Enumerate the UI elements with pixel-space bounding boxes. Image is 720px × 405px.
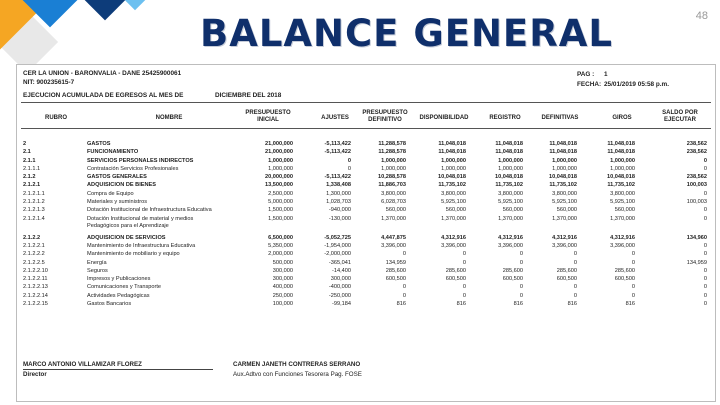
cell-nombre: Mantenimiento de Infraestructura Educativa xyxy=(87,242,196,249)
cell-definitivas: 560,000 xyxy=(556,207,577,214)
cell-definitivas: 816 xyxy=(567,301,577,308)
cell-registro: 0 xyxy=(519,284,523,291)
cell-ajustes: -130,000 xyxy=(328,215,351,222)
cell-giros: 0 xyxy=(631,251,635,258)
cell-registro: 1,000,000 xyxy=(498,157,523,164)
col-presupuesto-inicial: PRESUPUESTO INICIAL xyxy=(245,110,291,123)
cell-disponibilidad: 5,925,100 xyxy=(441,199,466,206)
cell-nombre: Actividades Pedagógicas xyxy=(87,292,150,299)
cell-definitivas: 0 xyxy=(573,292,577,299)
table-row xyxy=(17,293,715,301)
cell-definitivas: 11,048,018 xyxy=(549,141,577,147)
cell-disponibilidad: 11,048,018 xyxy=(438,141,466,147)
cell-definitivas: 285,600 xyxy=(556,267,577,274)
cell-nombre: FUNCIONAMIENTO xyxy=(87,149,139,156)
col-presupuesto-definitivo: PRESUPUESTO DEFINITIVO xyxy=(362,110,408,123)
cell-registro: 11,048,018 xyxy=(495,149,523,156)
cell-disponibilidad: 1,000,000 xyxy=(441,157,466,164)
cell-registro: 4,312,916 xyxy=(498,234,523,241)
slide-title: BALANCE GENERAL xyxy=(200,12,613,55)
cell-nombre: Contratación Servicios Profesionales xyxy=(87,165,179,172)
cell-presupuesto-inicial: 1,000,000 xyxy=(268,165,293,172)
cell-presupuesto-inicial: 400,000 xyxy=(272,284,293,291)
cell-giros: 1,370,000 xyxy=(610,215,635,222)
cell-definitivas: 600,500 xyxy=(556,276,577,283)
cell-saldo: 0 xyxy=(703,207,707,214)
cell-presupuesto-inicial: 250,000 xyxy=(272,292,293,299)
cell-presupuesto-definitivo: 560,000 xyxy=(385,207,406,214)
cell-presupuesto-inicial: 1,500,000 xyxy=(268,207,293,214)
cell-rubro: 2.1.2.2 xyxy=(23,234,41,241)
signature-treasurer-name: CARMEN JANETH CONTRERAS SERRANO xyxy=(233,361,361,368)
cell-saldo: 238,562 xyxy=(686,141,707,147)
cell-ajustes: -940,000 xyxy=(328,207,351,214)
cell-ajustes: 0 xyxy=(347,157,351,164)
cell-rubro: 2.1.2 xyxy=(23,174,36,181)
cell-presupuesto-definitivo: 3,800,000 xyxy=(381,190,406,197)
cell-disponibilidad: 0 xyxy=(462,292,466,299)
signature-treasurer-role: Aux.Adtvo con Funciones Tesorera Pag. FOSE xyxy=(233,371,362,378)
cell-presupuesto-definitivo: 0 xyxy=(402,251,406,258)
report-title: EJECUCION ACUMULADA DE EGRESOS AL MES DE xyxy=(23,92,184,99)
cell-saldo: 100,003 xyxy=(686,199,707,206)
cell-ajustes: -5,113,422 xyxy=(324,141,351,147)
cell-presupuesto-definitivo: 1,000,000 xyxy=(381,157,406,164)
col-ajustes: AJUSTES xyxy=(321,115,349,121)
cell-giros: 600,500 xyxy=(614,276,635,283)
cell-registro: 0 xyxy=(519,292,523,299)
cell-disponibilidad: 1,000,000 xyxy=(441,165,466,172)
cell-giros: 1,000,000 xyxy=(610,157,635,164)
cell-presupuesto-definitivo: 11,886,703 xyxy=(378,182,406,189)
col-rubro: RUBRO xyxy=(45,115,67,121)
cell-giros: 3,396,000 xyxy=(610,242,635,249)
cell-registro: 0 xyxy=(519,251,523,258)
cell-ajustes: 1,338,408 xyxy=(326,182,351,189)
cell-saldo: 0 xyxy=(703,242,707,249)
cell-disponibilidad: 285,600 xyxy=(445,267,466,274)
table-row xyxy=(17,182,715,190)
cell-presupuesto-definitivo: 1,000,000 xyxy=(381,165,406,172)
cell-definitivas: 5,925,100 xyxy=(552,199,577,206)
cell-registro: 560,000 xyxy=(502,207,523,214)
cell-presupuesto-inicial: 21,000,000 xyxy=(265,141,293,147)
cell-ajustes: -400,000 xyxy=(328,284,351,291)
cell-rubro: 2 xyxy=(23,141,27,147)
budget-table xyxy=(17,141,715,309)
table-row xyxy=(17,191,715,199)
cell-disponibilidad: 11,048,018 xyxy=(438,149,466,156)
header-rule-bottom xyxy=(21,128,711,129)
cell-registro: 11,735,102 xyxy=(495,182,523,189)
cell-registro: 285,600 xyxy=(502,267,523,274)
cell-definitivas: 1,000,000 xyxy=(552,165,577,172)
cell-nombre: SERVICIOS PERSONALES INDIRECTOS xyxy=(87,157,194,164)
cell-rubro: 2.1.1 xyxy=(23,157,36,164)
cell-ajustes: -5,052,725 xyxy=(324,234,351,241)
cell-disponibilidad: 10,048,018 xyxy=(438,174,466,181)
cell-nombre: GASTOS xyxy=(87,141,111,147)
cell-presupuesto-definitivo: 6,028,703 xyxy=(381,199,406,206)
cell-presupuesto-inicial: 2,000,000 xyxy=(268,251,293,258)
cell-presupuesto-inicial: 500,000 xyxy=(272,259,293,266)
cell-registro: 10,048,018 xyxy=(495,174,523,181)
cell-disponibilidad: 600,500 xyxy=(445,276,466,283)
cell-giros: 560,000 xyxy=(614,207,635,214)
cell-nombre: Dotación Institucional de Infraestructura Educativa xyxy=(87,207,212,214)
table-row xyxy=(17,284,715,292)
cell-registro: 816 xyxy=(513,301,523,308)
page-label: PAG : xyxy=(577,71,595,78)
cell-rubro: 2.1.2.2.14 xyxy=(23,292,48,299)
cell-ajustes: -5,113,422 xyxy=(324,174,351,181)
cell-nombre: ADQUISICION DE BIENES xyxy=(87,182,156,189)
cell-giros: 3,800,000 xyxy=(610,190,635,197)
cell-presupuesto-definitivo: 0 xyxy=(402,284,406,291)
cell-saldo: 134,960 xyxy=(686,234,707,241)
cell-definitivas: 3,800,000 xyxy=(552,190,577,197)
col-registro: REGISTRO xyxy=(489,115,521,121)
cell-disponibilidad: 4,312,916 xyxy=(441,234,466,241)
cell-presupuesto-inicial: 21,000,000 xyxy=(265,149,293,156)
cell-definitivas: 0 xyxy=(573,259,577,266)
slide-page-number: 48 xyxy=(695,10,708,22)
cell-ajustes: 1,300,000 xyxy=(326,190,351,197)
cell-nombre: Dotación Institucional de material y medios xyxy=(87,215,194,222)
cell-presupuesto-inicial: 5,350,000 xyxy=(268,242,293,249)
table-row xyxy=(17,276,715,284)
cell-saldo: 0 xyxy=(703,292,707,299)
cell-giros: 4,312,916 xyxy=(610,234,635,241)
cell-saldo: 0 xyxy=(703,301,707,308)
cell-nombre: Seguros xyxy=(87,267,108,274)
cell-disponibilidad: 1,370,000 xyxy=(441,215,466,222)
cell-registro: 1,000,000 xyxy=(498,165,523,172)
signature-director-role: Director xyxy=(23,371,47,378)
cell-disponibilidad: 3,800,000 xyxy=(441,190,466,197)
cell-disponibilidad: 0 xyxy=(462,259,466,266)
cell-definitivas: 0 xyxy=(573,284,577,291)
cell-presupuesto-definitivo: 1,370,000 xyxy=(381,215,406,222)
col-saldo: SALDO POR EJECUTAR xyxy=(662,110,698,123)
cell-presupuesto-definitivo: 10,288,578 xyxy=(378,174,406,181)
cell-giros: 5,925,100 xyxy=(610,199,635,206)
cell-rubro: 2.1.2.2.1 xyxy=(23,242,45,249)
table-row xyxy=(17,251,715,259)
cell-disponibilidad: 816 xyxy=(456,301,466,308)
cell-nombre: Energía xyxy=(87,259,107,266)
signature-director-name: MARCO ANTONIO VILLAMIZAR FLOREZ xyxy=(23,361,142,368)
cell-nombre: Impresos y Publicaciones xyxy=(87,276,151,283)
cell-nombre: Materiales y suministros xyxy=(87,199,147,206)
col-disponibilidad: DISPONIBILIDAD xyxy=(419,115,469,121)
cell-rubro: 2.1.2.1.1 xyxy=(23,190,45,197)
cell-giros: 816 xyxy=(625,301,635,308)
cell-giros: 1,000,000 xyxy=(610,165,635,172)
cell-disponibilidad: 0 xyxy=(462,251,466,258)
cell-ajustes: 300,000 xyxy=(330,276,351,283)
cell-nombre: GASTOS GENERALES xyxy=(87,174,147,181)
cell-saldo: 0 xyxy=(703,157,707,164)
cell-presupuesto-inicial: 1,500,000 xyxy=(268,215,293,222)
cell-rubro: 2.1.2.2.11 xyxy=(23,276,48,283)
cell-giros: 0 xyxy=(631,284,635,291)
balance-document xyxy=(16,64,716,402)
cell-presupuesto-inicial: 13,500,000 xyxy=(265,182,293,189)
table-row xyxy=(17,141,715,149)
table-row xyxy=(17,166,715,174)
cell-saldo: 0 xyxy=(703,251,707,258)
cell-presupuesto-definitivo: 0 xyxy=(402,292,406,299)
cell-definitivas: 1,370,000 xyxy=(552,215,577,222)
cell-presupuesto-definitivo: 134,959 xyxy=(385,259,406,266)
cell-saldo: 238,562 xyxy=(686,149,707,156)
cell-ajustes: -250,000 xyxy=(328,292,351,299)
cell-rubro: 2.1.2.1.3 xyxy=(23,207,45,214)
entity-name: CER LA UNION - BARONVALIA - DANE 25425900061 xyxy=(23,70,182,77)
cell-nombre: Gastos Bancarios xyxy=(87,301,132,308)
cell-presupuesto-definitivo: 11,288,578 xyxy=(378,149,406,156)
cell-saldo: 0 xyxy=(703,284,707,291)
cell-nombre: Mantenimiento de mobiliario y equipo xyxy=(87,251,180,258)
cell-nombre: Compra de Equipo xyxy=(87,190,134,197)
cell-presupuesto-inicial: 2,500,000 xyxy=(268,190,293,197)
cell-presupuesto-inicial: 300,000 xyxy=(272,267,293,274)
cell-presupuesto-inicial: 20,000,000 xyxy=(265,174,293,181)
cell-ajustes: -5,113,422 xyxy=(324,149,351,156)
cell-registro: 5,925,100 xyxy=(498,199,523,206)
cell-presupuesto-definitivo: 3,396,000 xyxy=(381,242,406,249)
cell-saldo: 0 xyxy=(703,215,707,222)
cell-presupuesto-inicial: 5,000,000 xyxy=(268,199,293,206)
cell-rubro: 2.1.2.1 xyxy=(23,182,41,189)
cell-giros: 285,600 xyxy=(614,267,635,274)
cell-giros: 11,048,018 xyxy=(607,149,635,156)
cell-presupuesto-definitivo: 11,288,578 xyxy=(378,141,406,147)
date-label: FECHA: xyxy=(577,81,602,88)
cell-rubro: 2.1.1.1 xyxy=(23,165,41,172)
table-row xyxy=(17,174,715,182)
cell-registro: 3,396,000 xyxy=(498,242,523,249)
signature-director-line xyxy=(23,369,213,370)
entity-nit: NIT: 900235615-7 xyxy=(23,79,75,86)
cell-rubro: 2.1.2.2.15 xyxy=(23,301,48,308)
cell-nombre-continuation: Pedagógicos para el Aprendizaje xyxy=(87,223,169,230)
cell-presupuesto-definitivo: 816 xyxy=(396,301,406,308)
cell-registro: 0 xyxy=(519,259,523,266)
cell-presupuesto-inicial: 1,000,000 xyxy=(268,157,293,164)
table-row xyxy=(17,207,715,215)
cell-ajustes: -99,184 xyxy=(332,301,351,308)
cell-giros: 0 xyxy=(631,259,635,266)
cell-saldo: 0 xyxy=(703,267,707,274)
table-row xyxy=(17,158,715,166)
date-value: 25/01/2019 05:58 p.m. xyxy=(604,81,670,88)
table-row xyxy=(17,235,715,243)
report-period: DICIEMBRE DEL 2018 xyxy=(215,92,282,99)
cell-ajustes: -2,000,000 xyxy=(324,251,351,258)
cell-definitivas: 4,312,916 xyxy=(552,234,577,241)
cell-definitivas: 3,396,000 xyxy=(552,242,577,249)
cell-ajustes: -14,400 xyxy=(332,267,351,274)
cell-saldo: 100,003 xyxy=(686,182,707,189)
cell-nombre: ADQUISICION DE SERVICIOS xyxy=(87,234,166,241)
cell-presupuesto-inicial: 100,000 xyxy=(272,301,293,308)
cell-disponibilidad: 560,000 xyxy=(445,207,466,214)
cell-giros: 0 xyxy=(631,292,635,299)
cell-definitivas: 1,000,000 xyxy=(552,157,577,164)
table-row xyxy=(17,268,715,276)
cell-definitivas: 11,048,018 xyxy=(549,149,577,156)
cell-registro: 11,048,018 xyxy=(495,141,523,147)
cell-rubro: 2.1 xyxy=(23,149,31,156)
cell-presupuesto-definitivo: 285,600 xyxy=(385,267,406,274)
corner-decoration xyxy=(0,0,160,70)
cell-giros: 11,048,018 xyxy=(607,141,635,147)
table-row xyxy=(17,149,715,157)
cell-rubro: 2.1.2.1.4 xyxy=(23,215,45,222)
cell-ajustes: -365,041 xyxy=(328,259,351,266)
col-giros: GIROS xyxy=(612,115,632,121)
cell-presupuesto-definitivo: 600,500 xyxy=(385,276,406,283)
cell-registro: 1,370,000 xyxy=(498,215,523,222)
cell-ajustes: 0 xyxy=(347,165,351,172)
cell-disponibilidad: 0 xyxy=(462,284,466,291)
cell-presupuesto-inicial: 300,000 xyxy=(272,276,293,283)
cell-definitivas: 10,048,018 xyxy=(549,174,577,181)
cell-definitivas: 11,735,102 xyxy=(549,182,577,189)
cell-rubro: 2.1.2.2.5 xyxy=(23,259,45,266)
table-row xyxy=(17,260,715,268)
col-definitivas: DEFINITIVAS xyxy=(541,115,579,121)
cell-definitivas: 0 xyxy=(573,251,577,258)
cell-giros: 11,735,102 xyxy=(607,182,635,189)
cell-ajustes: 1,028,703 xyxy=(326,199,351,206)
page-value: 1 xyxy=(604,71,608,78)
header-rule-top xyxy=(21,102,711,103)
table-row xyxy=(17,243,715,251)
cell-saldo: 0 xyxy=(703,190,707,197)
cell-rubro: 2.1.2.1.2 xyxy=(23,199,45,206)
cell-saldo: 134,959 xyxy=(686,259,707,266)
cell-nombre: Comunicaciones y Transporte xyxy=(87,284,161,291)
table-row xyxy=(17,301,715,309)
cell-saldo: 0 xyxy=(703,276,707,283)
cell-rubro: 2.1.2.2.10 xyxy=(23,267,48,274)
cell-giros: 10,048,018 xyxy=(607,174,635,181)
cell-rubro: 2.1.2.2.2 xyxy=(23,251,45,258)
cell-registro: 3,800,000 xyxy=(498,190,523,197)
cell-saldo: 238,562 xyxy=(686,174,707,181)
col-nombre: NOMBRE xyxy=(155,115,183,121)
cell-disponibilidad: 3,396,000 xyxy=(441,242,466,249)
cell-presupuesto-definitivo: 4,447,875 xyxy=(381,234,406,241)
table-row xyxy=(17,216,715,232)
cell-presupuesto-inicial: 6,500,000 xyxy=(268,234,293,241)
table-row xyxy=(17,199,715,207)
cell-rubro: 2.1.2.2.13 xyxy=(23,284,48,291)
cell-saldo: 0 xyxy=(703,165,707,172)
cell-registro: 600,500 xyxy=(502,276,523,283)
cell-ajustes: -1,954,000 xyxy=(324,242,351,249)
cell-disponibilidad: 11,735,102 xyxy=(438,182,466,189)
